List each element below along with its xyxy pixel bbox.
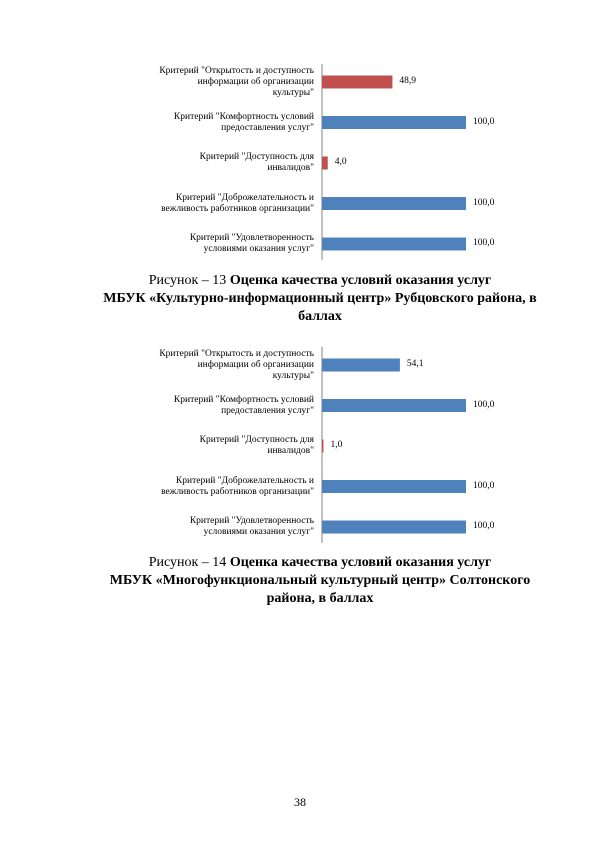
- data-label: 100,0: [473, 238, 495, 248]
- category-label-line: Критерий "Удовлетворенность: [189, 233, 314, 243]
- category-label: [139, 349, 314, 382]
- data-label: 1,0: [330, 440, 343, 450]
- bar: [322, 238, 466, 251]
- category-label-line: информации об организации: [197, 76, 314, 87]
- data-label: 54,1: [406, 359, 424, 369]
- caption-title-line3: баллах: [298, 309, 342, 324]
- category-label-line: культуры": [272, 370, 314, 381]
- bar: [322, 399, 466, 412]
- page-number: 38: [294, 795, 306, 809]
- caption-title-line2: МБУК «Многофункциональный культурный центр» Солтонского: [109, 573, 531, 588]
- category-label-line: условиями оказания услуг": [203, 244, 314, 254]
- data-label: 48,9: [399, 76, 417, 86]
- data-label: 100,0: [473, 521, 495, 531]
- category-label: [139, 395, 314, 417]
- data-label: 100,0: [473, 399, 495, 410]
- category-label-line: культуры": [272, 87, 314, 98]
- caption-title-line1: Оценка качества условий оказания услуг: [229, 555, 492, 570]
- bar: [322, 197, 466, 210]
- category-label-line: Критерий "Доброжелательность и: [175, 475, 314, 486]
- caption-prefix: Рисунок – 13: [148, 273, 230, 288]
- category-label-line: Критерий "Открытость и доступность: [159, 65, 314, 76]
- data-label: 100,0: [473, 480, 495, 491]
- category-label: [139, 516, 314, 538]
- bar: [322, 521, 466, 534]
- category-label-line: Критерий "Открытость и доступность: [159, 348, 314, 359]
- category-label-line: предоставления услуг": [221, 122, 314, 133]
- category-label-line: инвалидов": [267, 163, 314, 173]
- bar: [322, 116, 466, 129]
- data-label: 4,0: [334, 157, 347, 167]
- category-label-line: вежливость работников организации": [161, 203, 314, 214]
- category-label-line: Критерий "Доступность для: [199, 152, 314, 162]
- bar: [322, 76, 392, 89]
- category-label-line: предоставления услуг": [221, 405, 314, 416]
- chart-soltonsky: [0, 343, 600, 543]
- bar: [322, 440, 323, 453]
- data-label: 100,0: [473, 116, 495, 127]
- bar: [322, 359, 400, 372]
- category-label: [139, 152, 314, 174]
- category-label-line: инвалидов": [267, 446, 314, 456]
- caption-prefix: Рисунок – 14: [148, 555, 230, 570]
- category-label: [139, 66, 314, 99]
- category-label-line: информации об организации: [197, 359, 314, 370]
- category-label: [139, 112, 314, 134]
- chart-rubtsovsky: [0, 60, 600, 260]
- bar: [322, 480, 466, 493]
- figure-caption-14: [90, 554, 550, 608]
- data-label: 100,0: [473, 197, 495, 208]
- category-label-line: Критерий "Комфортность условий: [173, 394, 314, 405]
- caption-title-line1: Оценка качества условий оказания услуг: [229, 273, 492, 288]
- category-label-line: Критерий "Комфортность условий: [173, 111, 314, 122]
- caption-title-line2: МБУК «Культурно-информационный центр» Рубцовского района, в: [103, 291, 537, 306]
- category-label-line: вежливость работников организации": [161, 486, 314, 497]
- caption-title-line3: района, в баллах: [266, 591, 374, 606]
- category-label-line: Критерий "Удовлетворенность: [189, 516, 314, 526]
- category-label-line: Критерий "Доступность для: [199, 435, 314, 445]
- bar: [322, 157, 328, 170]
- category-label: [139, 193, 314, 215]
- category-label-line: условиями оказания услуг": [203, 527, 314, 537]
- figure-caption-13: [90, 272, 550, 326]
- category-label: [139, 476, 314, 498]
- category-label-line: Критерий "Доброжелательность и: [175, 192, 314, 203]
- category-label: [139, 435, 314, 457]
- category-label: [139, 233, 314, 255]
